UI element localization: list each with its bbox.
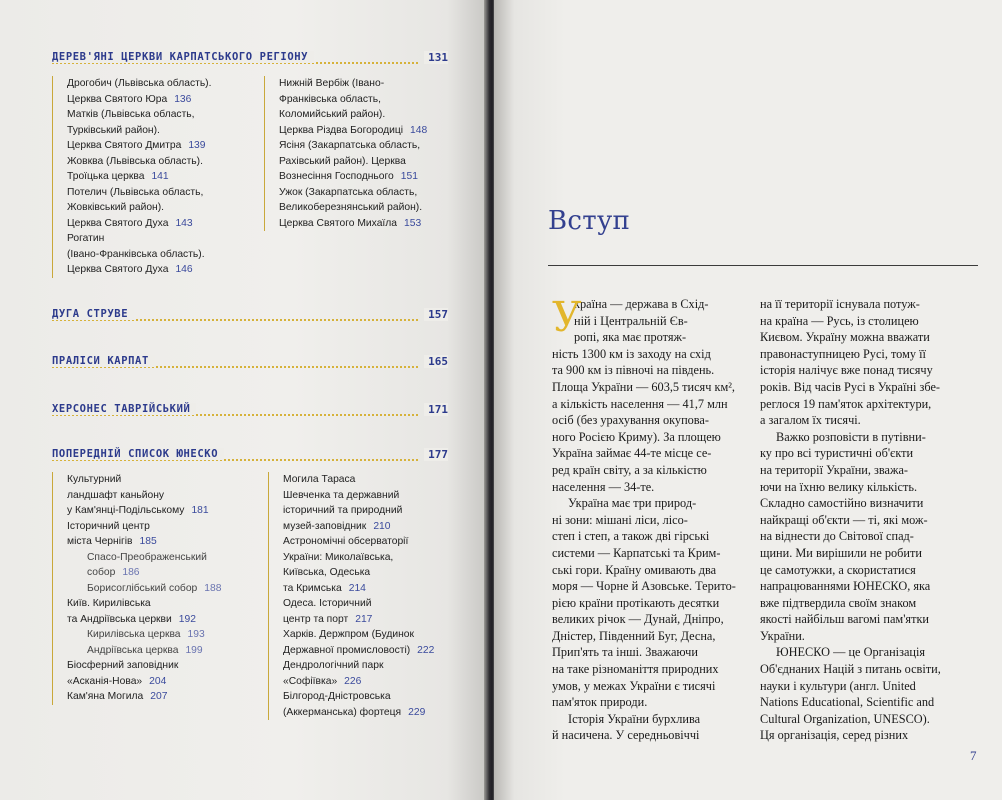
body-text-line: системи — Карпатські та Крим- bbox=[552, 545, 721, 560]
toc-entry-text: Рогатин bbox=[67, 233, 105, 244]
toc-entry-text: Франківська область, bbox=[279, 93, 381, 105]
toc-entry-text: музей-заповідник bbox=[283, 520, 367, 532]
body-text-line: ній і Центральній Єв- bbox=[574, 313, 688, 328]
toc-entry-page: 188 bbox=[204, 582, 222, 594]
body-text-line: вже підтвердила своїм знаком bbox=[760, 595, 917, 610]
toc-column-churches-left bbox=[52, 76, 257, 278]
toc-entry bbox=[283, 550, 458, 566]
toc-entry-text: центр та порт bbox=[283, 613, 349, 625]
body-text-line: ні зони: мішані ліси, лісо- bbox=[552, 512, 688, 527]
body-text-line: України. bbox=[760, 628, 805, 643]
toc-entry bbox=[279, 200, 454, 216]
toc-entry-page: 207 bbox=[150, 691, 168, 702]
toc-entry-text: Дендрологічний парк bbox=[283, 660, 384, 671]
toc-entry bbox=[279, 138, 454, 154]
body-text-line: на віднести до Світової спад- bbox=[760, 529, 914, 544]
toc-section-title: ДУГА СТРУВЕ bbox=[52, 308, 134, 320]
toc-entry bbox=[67, 643, 262, 659]
toc-entry-text: Білгород-Дністровська bbox=[283, 691, 391, 702]
body-text-line: Прип'ять та інші. Зважаючи bbox=[552, 645, 698, 660]
body-text-line: Ця організація, серед різних bbox=[760, 728, 909, 743]
toc-entry-text: Церква Святого Дмитра bbox=[67, 140, 182, 151]
toc-entry-text: Жовківський район). bbox=[67, 202, 165, 213]
toc-entry-text: Церква Святого Юра bbox=[67, 93, 168, 105]
toc-entry bbox=[283, 674, 458, 690]
toc-entry-text: Великоберезнянський район). bbox=[279, 202, 423, 213]
toc-entry bbox=[67, 92, 257, 108]
toc-entry-page: 217 bbox=[355, 613, 373, 625]
toc-entry bbox=[283, 689, 458, 705]
body-text-line: рією країни протікають десятки bbox=[552, 595, 720, 610]
toc-entry-page: 148 bbox=[410, 124, 428, 136]
toc-entry bbox=[67, 107, 257, 123]
body-text-line: Cultural Organization, UNESCO). bbox=[760, 711, 930, 726]
body-text-line: на таке різноманіття природних bbox=[552, 662, 719, 677]
toc-entry bbox=[279, 107, 454, 123]
body-text-line: це самотужки, а скористатися bbox=[760, 562, 916, 577]
body-text-line: Історія України бурхлива bbox=[568, 711, 701, 726]
toc-entry bbox=[283, 534, 458, 550]
body-text-line: Києвом. Україну можна вважати bbox=[760, 330, 930, 345]
toc-entry bbox=[67, 76, 257, 92]
toc-entry bbox=[67, 674, 262, 690]
toc-entry bbox=[283, 581, 458, 597]
toc-entry bbox=[283, 472, 458, 488]
toc-entry bbox=[283, 565, 458, 581]
toc-entry bbox=[67, 612, 262, 628]
body-text-line: на країна — Русь, із столицею bbox=[760, 313, 919, 328]
toc-entry bbox=[283, 612, 458, 628]
left-page-contents bbox=[0, 0, 486, 800]
toc-entry-text: (Івано-Франківська область). bbox=[67, 248, 205, 260]
toc-entry-text: Київ. Кирилівська bbox=[67, 598, 151, 609]
toc-entry bbox=[67, 658, 262, 674]
body-text-line: Nations Educational, Scientific and bbox=[760, 695, 935, 710]
toc-section bbox=[52, 448, 448, 464]
toc-section-page: 131 bbox=[424, 51, 448, 64]
toc-entry-page: 214 bbox=[348, 582, 366, 594]
body-column-2 bbox=[760, 296, 970, 744]
right-page-introduction bbox=[494, 0, 1002, 800]
toc-entry bbox=[279, 216, 454, 232]
page-number: 7 bbox=[970, 748, 977, 763]
body-text-line: Важко розповісти в путівни- bbox=[776, 429, 926, 444]
toc-section-page: 171 bbox=[424, 403, 448, 416]
body-text-line: степ і степ, а також дві гірські bbox=[552, 529, 710, 544]
toc-column-unesco-right bbox=[268, 472, 458, 720]
toc-entry-page: 136 bbox=[174, 93, 192, 105]
toc-entry bbox=[283, 658, 458, 674]
toc-entry bbox=[67, 138, 257, 154]
toc-entry-page: 193 bbox=[187, 629, 205, 640]
body-text-line: пам'яток природи. bbox=[552, 695, 648, 710]
toc-entry bbox=[283, 643, 458, 659]
toc-entry-page: 185 bbox=[139, 536, 157, 547]
toc-entry bbox=[67, 565, 262, 581]
body-text-line: напрацюваннями ЮНЕСКО, яка bbox=[760, 579, 931, 594]
toc-entry bbox=[67, 550, 262, 566]
toc-entry-text: Церква Святого Михаїла bbox=[279, 217, 398, 229]
toc-entry bbox=[67, 519, 262, 535]
toc-entry-page: 146 bbox=[175, 264, 193, 275]
toc-section-title: ПОПЕРЕДНІЙ СПИСОК ЮНЕСКО bbox=[52, 448, 224, 460]
toc-entry-page: 151 bbox=[400, 171, 418, 182]
toc-entry bbox=[279, 76, 454, 92]
toc-entry-text: міста Чернігів bbox=[67, 536, 133, 547]
toc-entry bbox=[279, 169, 454, 185]
toc-entry bbox=[283, 705, 458, 721]
body-text-line: Площа України — 603,5 тисяч км², bbox=[552, 379, 735, 394]
body-text-line: умов, у межах України є тисячі bbox=[552, 678, 716, 693]
body-text-line: Україна має три природ- bbox=[568, 496, 697, 511]
body-text-line: Україна займає 44-те місце се- bbox=[552, 446, 712, 461]
toc-entry-page: 181 bbox=[191, 505, 209, 516]
toc-entry bbox=[283, 627, 458, 643]
body-text-line: на її території існувала потуж- bbox=[760, 297, 920, 311]
body-text-line: Дністер, Південний Буг, Десна, bbox=[552, 628, 716, 643]
toc-section-title: ДЕРЕВ'ЯНІ ЦЕРКВИ КАРПАТСЬКОГО РЕГІОНУ bbox=[52, 51, 314, 63]
body-text-line: років. Від часів Русі в Україні збе- bbox=[760, 379, 941, 394]
toc-entry-page: 226 bbox=[344, 675, 362, 687]
toc-entry-text: собор bbox=[87, 567, 116, 578]
toc-entry bbox=[279, 185, 454, 201]
toc-entry-text: Церква Святого Духа bbox=[67, 217, 169, 229]
toc-entry-text: Культурний bbox=[67, 474, 122, 485]
toc-entry bbox=[67, 185, 257, 201]
toc-entry-text: Спасо-Преображенський bbox=[87, 551, 207, 563]
toc-section-page: 165 bbox=[424, 355, 448, 368]
toc-entry bbox=[67, 262, 257, 278]
toc-entry bbox=[279, 123, 454, 139]
toc-section-title: ПРАЛІСИ КАРПАТ bbox=[52, 355, 155, 367]
body-text-line: великих річок — Дунай, Дніпро, bbox=[552, 612, 724, 627]
toc-entry-text: Жовква (Львівська область). bbox=[67, 155, 203, 167]
body-text-line: щини. Ми вирішили не робити bbox=[760, 545, 922, 560]
body-text-line: якості найбільш вагомі пам'ятки bbox=[760, 612, 930, 627]
toc-entry bbox=[67, 154, 257, 170]
toc-entry-text: Могила Тараса bbox=[283, 474, 356, 485]
toc-entry-text: Біосферний заповідник bbox=[67, 660, 179, 671]
toc-entry-page: 222 bbox=[417, 644, 435, 656]
toc-column-unesco-left bbox=[52, 472, 262, 705]
toc-entry-page: 186 bbox=[122, 567, 140, 578]
toc-entry-page: 229 bbox=[408, 706, 426, 718]
toc-entry bbox=[283, 519, 458, 535]
toc-entry-page: 141 bbox=[151, 171, 169, 182]
toc-entry-text: «Асканія-Нова» bbox=[67, 675, 143, 687]
body-text-line: реглося 19 пам'яток архітектури, bbox=[760, 396, 932, 411]
toc-entry bbox=[67, 689, 262, 705]
toc-entry-text: Дрогобич (Львівська область). bbox=[67, 78, 212, 89]
toc-entry-text: Турківський район). bbox=[67, 124, 160, 136]
toc-section bbox=[52, 355, 448, 371]
toc-entry-text: Нижній Вербіж (Івано- bbox=[279, 78, 385, 89]
body-text-line: та 900 км із півночі на південь. bbox=[552, 363, 715, 378]
toc-section-page: 157 bbox=[424, 308, 448, 321]
toc-entry bbox=[67, 216, 257, 232]
body-text-line: на території України, зважа- bbox=[760, 462, 909, 477]
toc-entry-text: Борисоглібський собор bbox=[87, 582, 198, 594]
toc-entry-text: України: Миколаївська, bbox=[283, 551, 394, 563]
toc-section bbox=[52, 308, 448, 324]
toc-entry-text: Шевченка та державний bbox=[283, 489, 400, 501]
toc-section bbox=[52, 403, 448, 419]
toc-entry-text: Київська, Одеська bbox=[283, 567, 371, 578]
toc-entry bbox=[67, 627, 262, 643]
toc-entry bbox=[67, 200, 257, 216]
toc-entry-page: 192 bbox=[178, 613, 196, 625]
toc-entry bbox=[279, 154, 454, 170]
body-text-line: населення — 34-те. bbox=[552, 479, 655, 494]
toc-entry bbox=[67, 472, 262, 488]
toc-entry bbox=[67, 231, 257, 247]
toc-entry bbox=[283, 503, 458, 519]
toc-section-title: ХЕРСОНЕС ТАВРІЙСЬКИЙ bbox=[52, 403, 196, 415]
body-text-line: Складно самостійно визначити bbox=[760, 496, 924, 511]
body-text-line: моря — Чорне й Азовське. Терито- bbox=[552, 579, 736, 594]
toc-entry bbox=[67, 169, 257, 185]
toc-entry-text: у Кам'янці-Подільському bbox=[67, 505, 185, 516]
toc-entry-text: Астрономічні обсерваторії bbox=[283, 536, 409, 547]
toc-entry-text: Одеса. Історичний bbox=[283, 598, 372, 609]
toc-entry-text: Андріївська церква bbox=[87, 644, 179, 656]
body-text-line: осіб (без урахування окупова- bbox=[552, 413, 709, 428]
toc-entry bbox=[67, 596, 262, 612]
toc-entry-text: «Софіївка» bbox=[283, 675, 338, 687]
body-text-line: історія налічує вже понад тисячу bbox=[760, 363, 933, 378]
toc-entry-text: Церква Різдва Богородиці bbox=[279, 124, 404, 136]
toc-entry-text: Потелич (Львівська область, bbox=[67, 186, 204, 198]
toc-entry bbox=[67, 581, 262, 597]
toc-entry-text: Державної промисловості) bbox=[283, 644, 411, 656]
toc-entry-text: Матків (Львівська область, bbox=[67, 109, 195, 120]
toc-entry-text: та Андріївська церкви bbox=[67, 613, 172, 625]
body-text-line: ЮНЕСКО — це Організація bbox=[776, 645, 926, 660]
body-text-line: ку про всі туристичні об'єкти bbox=[760, 446, 914, 461]
body-text-line: ного Росією Криму). За площею bbox=[552, 429, 721, 444]
toc-entry-text: історичний та природний bbox=[283, 505, 403, 516]
toc-entry-text: Ясіня (Закарпатська область, bbox=[279, 140, 421, 151]
body-text-line: ред країн світу, а за кількістю bbox=[552, 462, 707, 477]
toc-entry-page: 153 bbox=[404, 217, 422, 229]
toc-entry-page: 139 bbox=[188, 140, 206, 151]
toc-entry-page: 143 bbox=[175, 217, 193, 229]
toc-entry-text: Церква Святого Духа bbox=[67, 264, 169, 275]
toc-entry-page: 204 bbox=[149, 675, 167, 687]
toc-entry bbox=[67, 534, 262, 550]
toc-entry-page: 210 bbox=[373, 520, 391, 532]
body-text-line: правонаступницею Русі, тому її bbox=[760, 346, 926, 361]
toc-entry-text: (Аккерманська) фортеця bbox=[283, 706, 402, 718]
chapter-title: Вступ bbox=[548, 206, 631, 236]
body-text-line: а загалом їх тисячі. bbox=[760, 413, 861, 428]
toc-entry-text: Коломийський район). bbox=[279, 109, 386, 120]
body-text-line: ність 1300 км із заходу на схід bbox=[552, 346, 711, 361]
toc-section-page: 177 bbox=[424, 448, 448, 461]
toc-entry bbox=[67, 123, 257, 139]
toc-entry-text: та Кримська bbox=[283, 582, 342, 594]
toc-entry bbox=[67, 247, 257, 263]
toc-entry bbox=[279, 92, 454, 108]
body-text-line: Об'єднаних Націй з питань освіти, bbox=[760, 662, 941, 677]
toc-entry-page: 199 bbox=[185, 644, 203, 656]
toc-entry-text: Вознесіння Господнього bbox=[279, 171, 394, 182]
toc-entry-text: ландшафт каньйону bbox=[67, 489, 165, 501]
toc-entry bbox=[67, 488, 262, 504]
toc-entry-text: Харків. Держпром (Будинок bbox=[283, 629, 415, 640]
body-text-line: ропі, яка має протяж- bbox=[574, 330, 687, 345]
chapter-title-rule bbox=[548, 265, 978, 266]
toc-entry-text: Троїцька церква bbox=[67, 171, 145, 182]
body-text-line: ські гори. Країну омивають два bbox=[552, 562, 717, 577]
toc-entry-text: Кам'яна Могила bbox=[67, 691, 144, 702]
toc-entry-text: Ужок (Закарпатська область, bbox=[279, 186, 418, 198]
toc-entry bbox=[283, 488, 458, 504]
toc-entry-text: Історичний центр bbox=[67, 520, 150, 532]
body-text-line: ючи на їхню велику кількість. bbox=[760, 479, 918, 494]
body-text-line: а кількість населення — 41,7 млн bbox=[552, 396, 728, 411]
toc-entry bbox=[283, 596, 458, 612]
body-text-line: й насичена. У середньовіччі bbox=[552, 728, 700, 743]
body-text-line: країна — держава в Схід- bbox=[574, 297, 709, 311]
body-text-line: найкращі об'єкти — ті, які мож- bbox=[760, 512, 928, 527]
toc-entry-text: Рахівський район). Церква bbox=[279, 155, 406, 167]
drop-cap: У bbox=[552, 293, 582, 341]
toc-column-churches-right bbox=[264, 76, 454, 231]
body-column-1 bbox=[552, 293, 742, 744]
body-text-line: науки і культури (англ. United bbox=[760, 678, 916, 693]
toc-entry-text: Кирилівська церква bbox=[87, 629, 181, 640]
toc-section bbox=[52, 51, 448, 67]
toc-entry bbox=[67, 503, 262, 519]
